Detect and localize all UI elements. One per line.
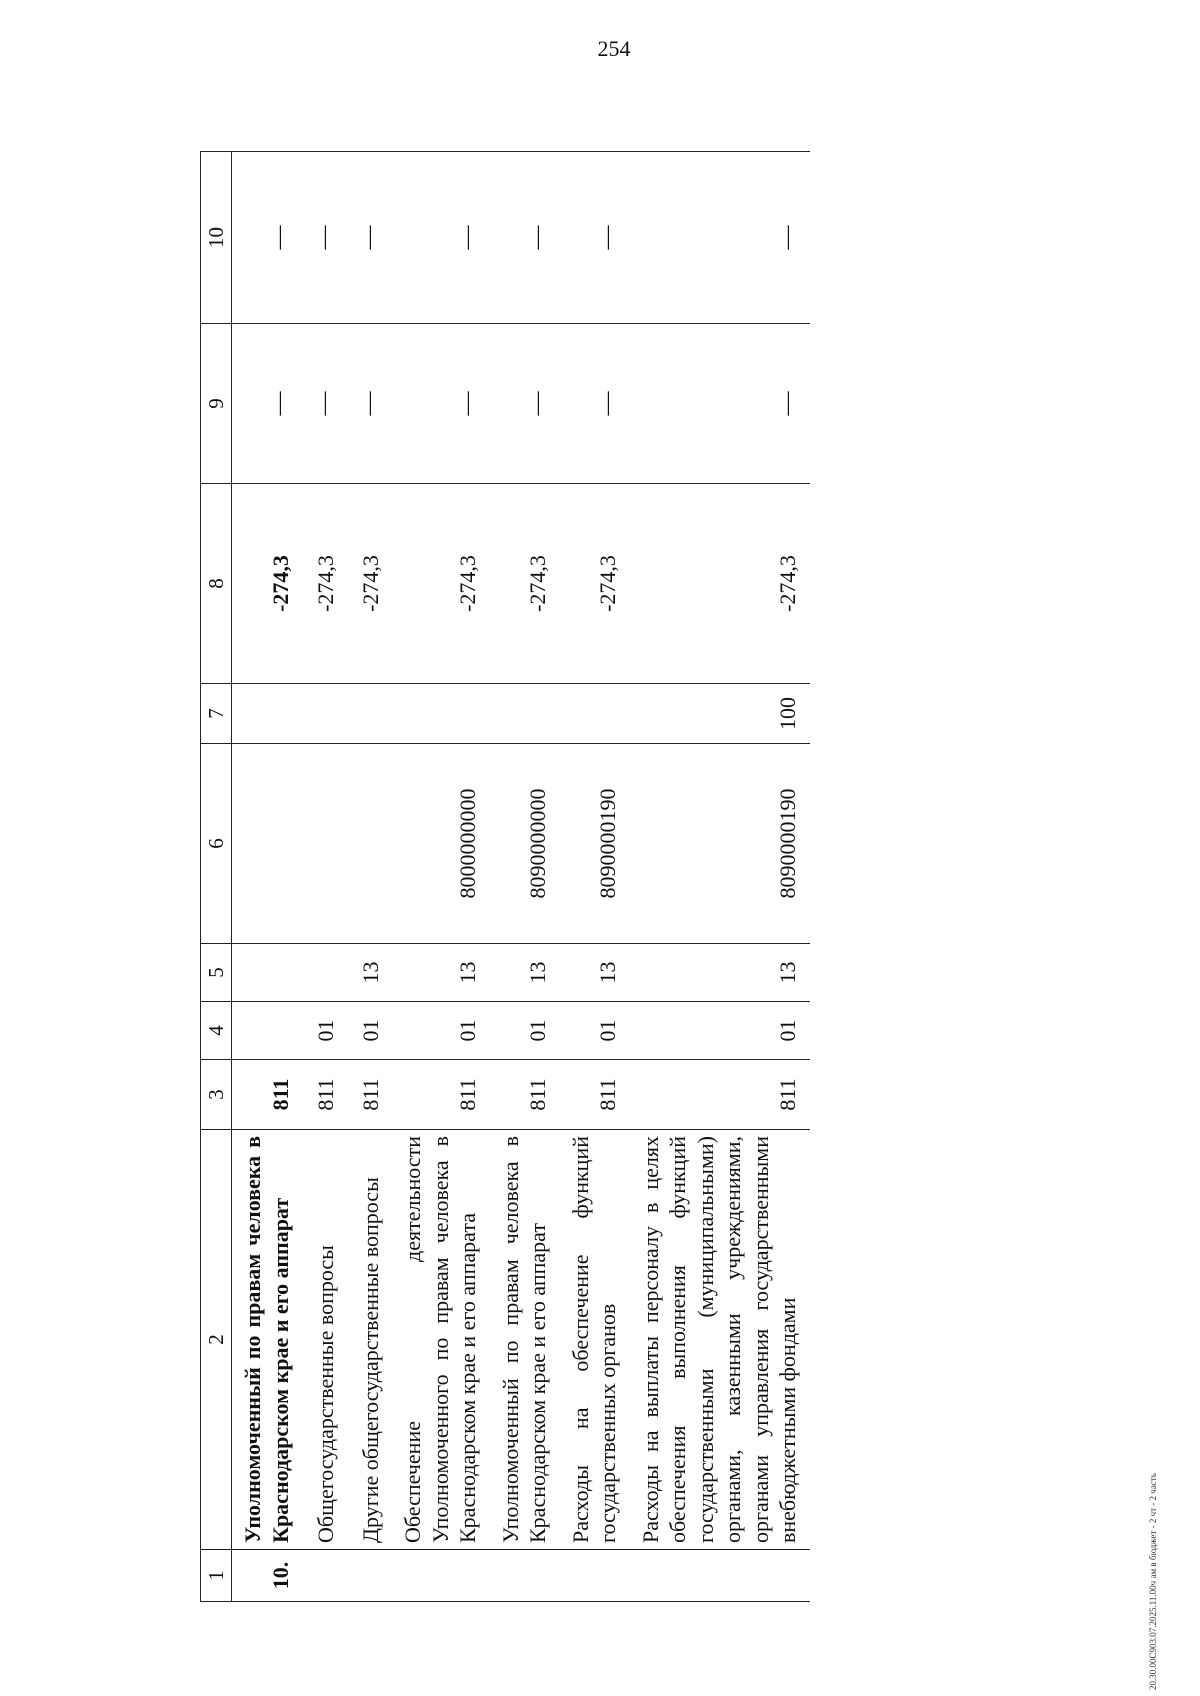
cell-col9: — — [560, 324, 630, 484]
footer-note: 20.30.00С903.07.2025.11.00ч ам в бюджет - 2 чт - 2 часть — [1148, 1473, 1158, 1690]
cell-rz: 01 — [302, 1002, 347, 1060]
cell-csr: 8000000000 — [392, 744, 490, 944]
row-name: Уполномоченный по правам человека в Краснодарском крае и его аппарат — [490, 1130, 560, 1550]
cell-rz: 01 — [392, 1002, 490, 1060]
table-row — [347, 152, 392, 1602]
cell-csr: 8090000000 — [490, 744, 560, 944]
cell-csr — [232, 744, 303, 944]
row-number — [392, 1550, 490, 1602]
cell-amount: -274,3 — [392, 484, 490, 684]
cell-ved: 811 — [630, 1060, 810, 1130]
row-name: Уполномоченный по правам человека в Краснодарском крае и его аппарат — [232, 1130, 303, 1550]
table-row — [392, 152, 490, 1602]
header-col-4: 4 — [201, 1002, 232, 1060]
cell-pr: 13 — [392, 944, 490, 1002]
header-col-8: 8 — [201, 484, 232, 684]
cell-col9: — — [392, 324, 490, 484]
cell-csr — [347, 744, 392, 944]
cell-pr — [302, 944, 347, 1002]
cell-vr: 100 — [630, 684, 810, 744]
cell-col10: — — [630, 152, 810, 324]
cell-ved: 811 — [560, 1060, 630, 1130]
cell-col10: — — [560, 152, 630, 324]
row-name: Расходы на обеспечение функций государственных органов — [560, 1130, 630, 1550]
header-col-9: 9 — [201, 324, 232, 484]
cell-ved: 811 — [232, 1060, 303, 1130]
cell-amount: -274,3 — [630, 484, 810, 684]
cell-pr: 13 — [630, 944, 810, 1002]
cell-col9: — — [347, 324, 392, 484]
cell-pr: 13 — [347, 944, 392, 1002]
header-col-5: 5 — [201, 944, 232, 1002]
row-number — [490, 1550, 560, 1602]
cell-amount: -274,3 — [302, 484, 347, 684]
cell-rz: 01 — [630, 1002, 810, 1060]
table-row — [560, 152, 630, 1602]
cell-csr — [302, 744, 347, 944]
cell-csr: 8090000190 — [630, 744, 810, 944]
cell-col10: — — [232, 152, 303, 324]
cell-rz — [232, 1002, 303, 1060]
budget-table — [200, 151, 810, 1602]
row-number — [302, 1550, 347, 1602]
row-name: Расходы на выплаты персоналу в целях обеспечения выполнения функций государственными (муниципальными) органами, казенными учреждениями, органами управления государственными внебюджетными фондами — [630, 1130, 810, 1550]
row-number — [347, 1550, 392, 1602]
table-row — [630, 152, 810, 1602]
cell-csr: 8090000190 — [560, 744, 630, 944]
cell-rz: 01 — [490, 1002, 560, 1060]
cell-rz: 01 — [560, 1002, 630, 1060]
cell-pr: 13 — [490, 944, 560, 1002]
header-col-6: 6 — [201, 744, 232, 944]
cell-col9: — — [630, 324, 810, 484]
cell-vr — [560, 684, 630, 744]
cell-col9: — — [302, 324, 347, 484]
header-col-3: 3 — [201, 1060, 232, 1130]
cell-col10: — — [490, 152, 560, 324]
cell-col10: — — [347, 152, 392, 324]
header-col-2: 2 — [201, 1130, 232, 1550]
cell-amount: -274,3 — [560, 484, 630, 684]
page-number: 254 — [597, 36, 631, 61]
cell-vr — [232, 684, 303, 744]
header-col-1: 1 — [201, 1550, 232, 1602]
cell-vr — [392, 684, 490, 744]
cell-col9: — — [232, 324, 303, 484]
row-name: Обеспечение деятельности Уполномоченного по правам человека в Краснодарском крае и его аппарата — [392, 1130, 490, 1550]
row-number: 10. — [232, 1550, 303, 1602]
cell-amount: -274,3 — [490, 484, 560, 684]
cell-pr — [232, 944, 303, 1002]
budget-table-rotated — [200, 152, 1080, 1602]
cell-rz: 01 — [347, 1002, 392, 1060]
row-number — [560, 1550, 630, 1602]
header-col-10: 10 — [201, 152, 232, 324]
table-row — [490, 152, 560, 1602]
cell-ved: 811 — [347, 1060, 392, 1130]
cell-col10: — — [392, 152, 490, 324]
table-row — [232, 152, 303, 1602]
cell-amount: -274,3 — [232, 484, 303, 684]
cell-ved: 811 — [490, 1060, 560, 1130]
cell-vr — [490, 684, 560, 744]
table-header-row — [201, 152, 232, 1602]
cell-ved: 811 — [392, 1060, 490, 1130]
cell-vr — [347, 684, 392, 744]
row-number — [630, 1550, 810, 1602]
cell-pr: 13 — [560, 944, 630, 1002]
cell-col10: — — [302, 152, 347, 324]
cell-amount: -274,3 — [347, 484, 392, 684]
table-row — [302, 152, 347, 1602]
cell-ved: 811 — [302, 1060, 347, 1130]
row-name: Общегосударственные вопросы — [302, 1130, 347, 1550]
header-col-7: 7 — [201, 684, 232, 744]
cell-vr — [302, 684, 347, 744]
cell-col9: — — [490, 324, 560, 484]
row-name: Другие общегосударственные вопросы — [347, 1130, 392, 1550]
